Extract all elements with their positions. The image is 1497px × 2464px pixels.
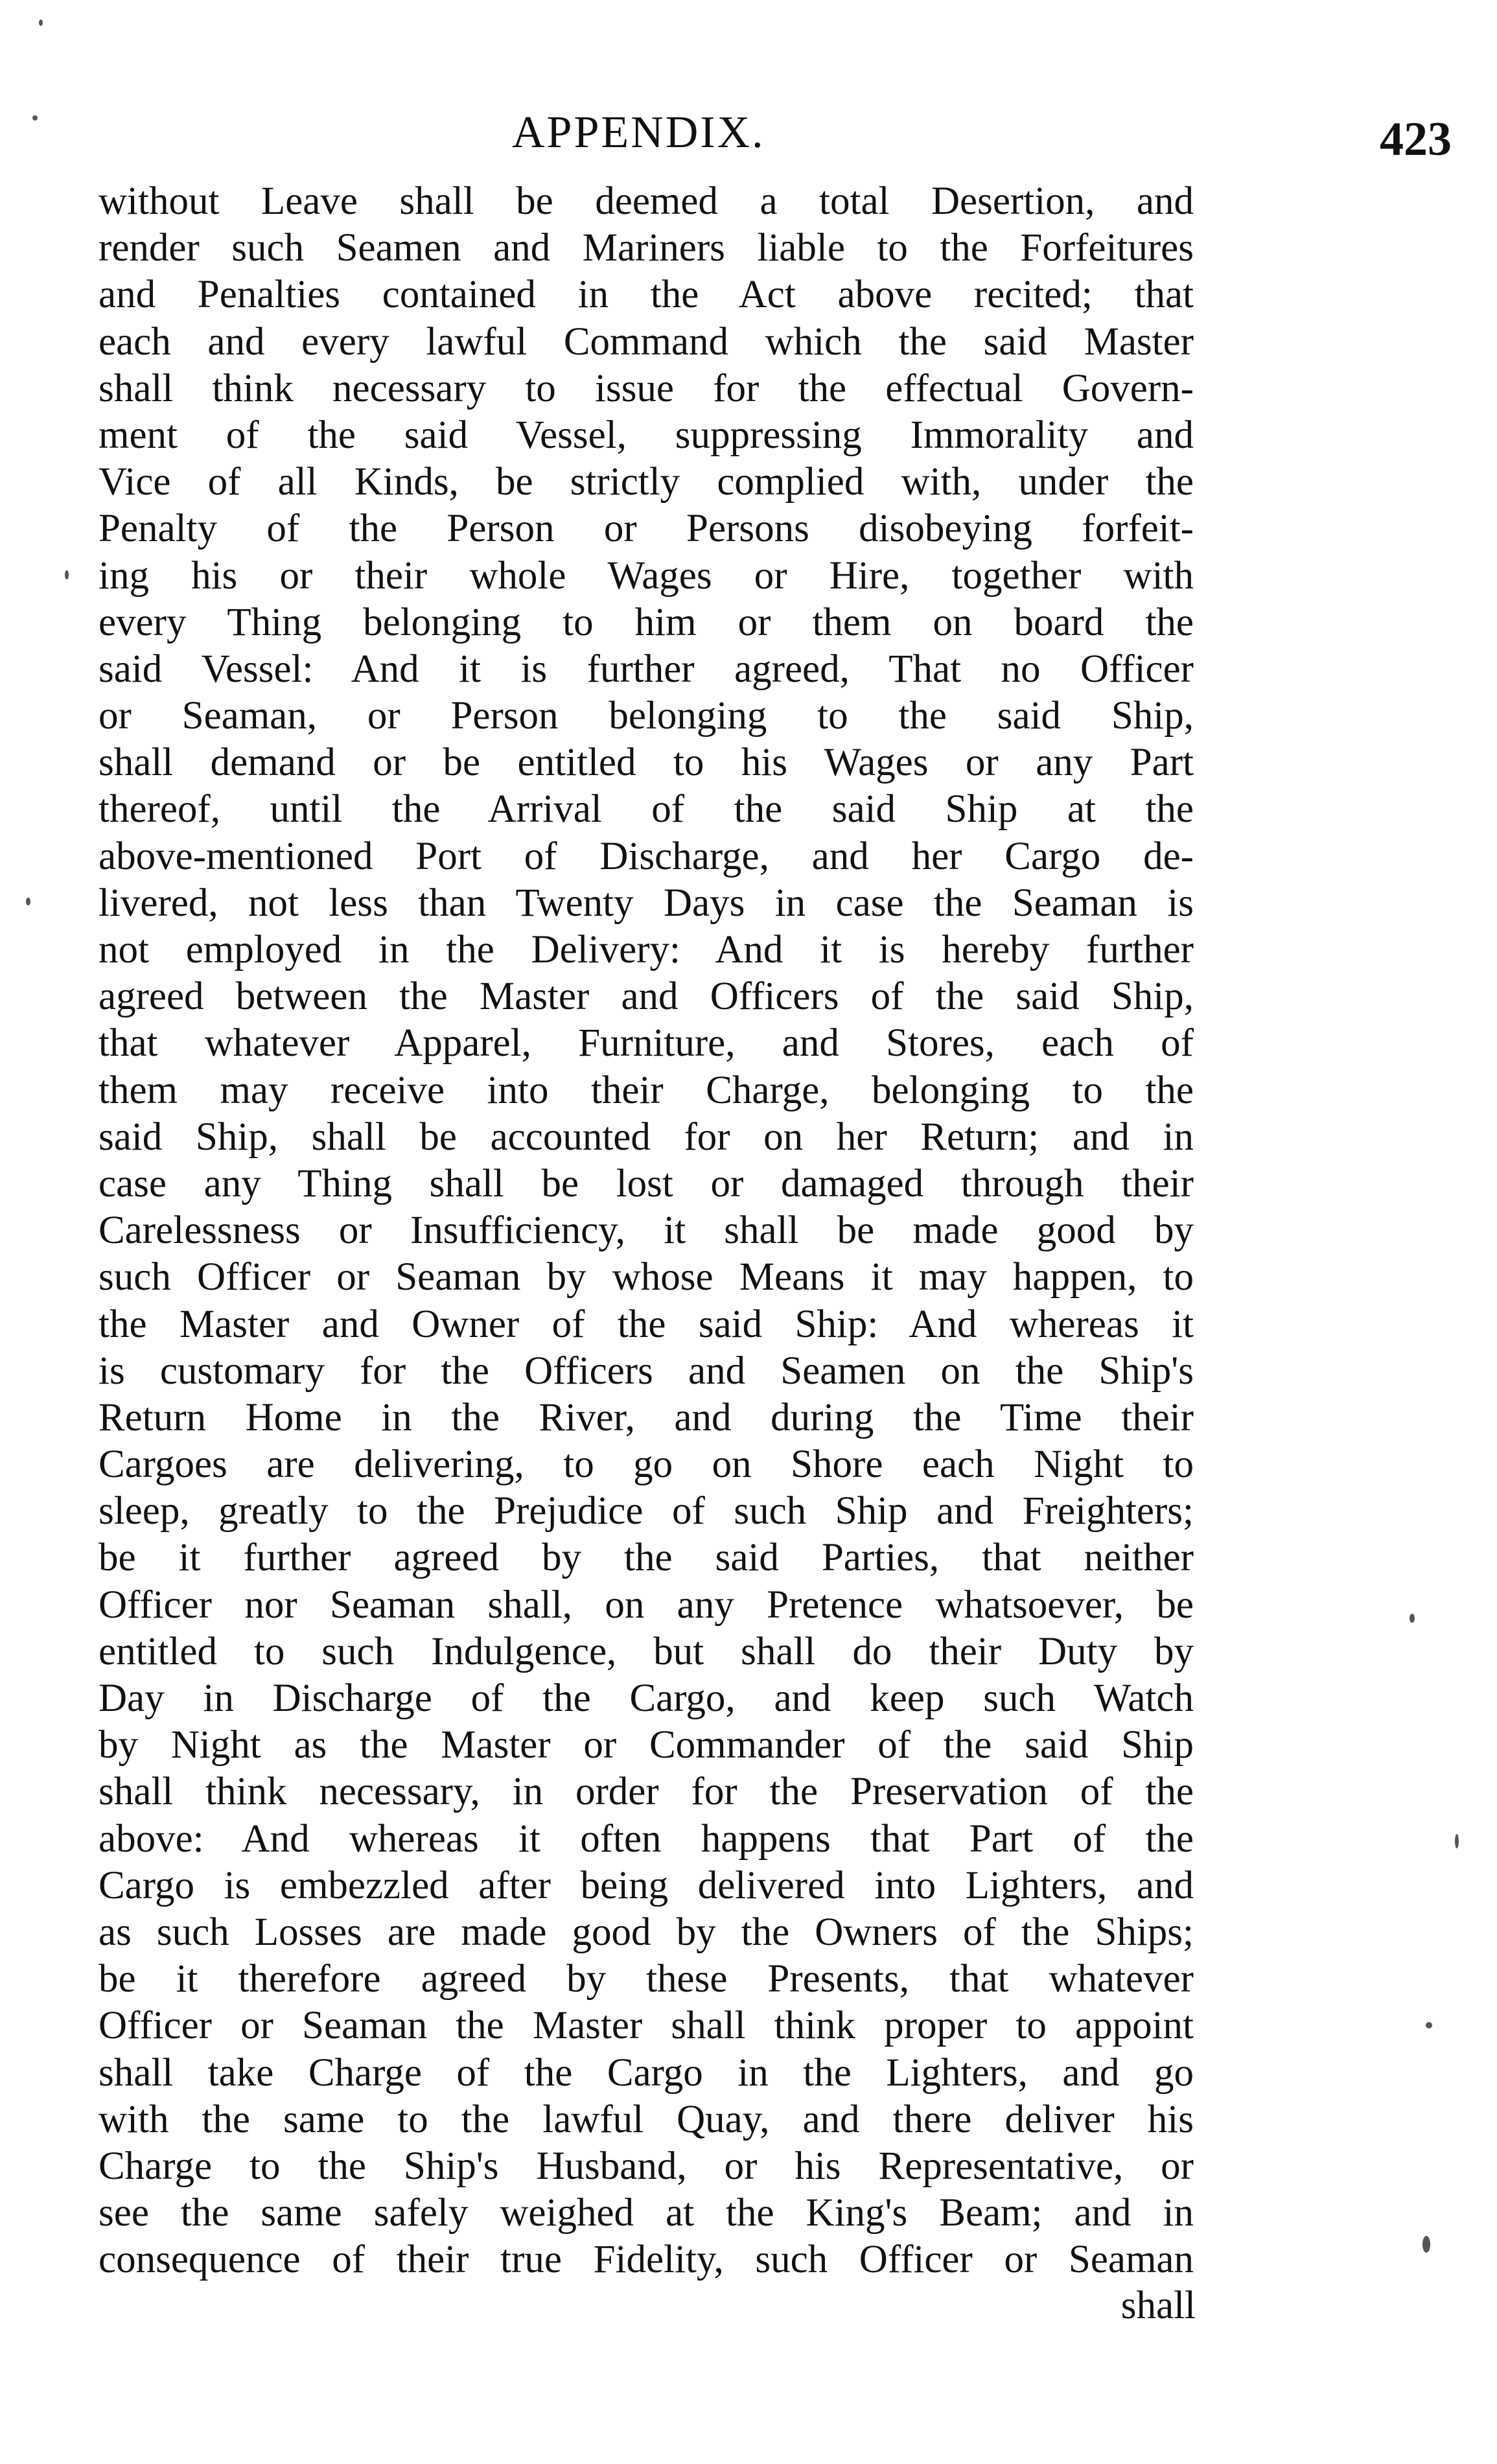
text-line: and Penalties contained in the Act above recited; that [99, 273, 1194, 317]
text-line: render such Seamen and Mariners liable to the Forfeitures [99, 226, 1194, 270]
text-line: Cargoes are delivering, to go on Shore each Night to [99, 1443, 1194, 1487]
text-line: without Leave shall be deemed a total Desertion, and [99, 180, 1194, 223]
scan-speck [39, 19, 43, 26]
text-line: as such Losses are made good by the Owners of the Ships; [99, 1910, 1194, 1954]
text-line: entitled to such Indulgence, but shall do their Duty by [99, 1629, 1194, 1673]
text-line: Cargo is embezzled after being delivered into Lighters, and [99, 1863, 1194, 1907]
text-line: Vice of all Kinds, be strictly complied with, under the [99, 460, 1194, 504]
text-line: not employed in the Delivery: And it is hereby further [99, 928, 1194, 971]
text-line: case any Thing shall be lost or damaged through their [99, 1161, 1194, 1205]
text-line: Penalty of the Person or Persons disobeying forfeit- [99, 507, 1194, 551]
scan-speck [32, 115, 38, 121]
text-line: said Ship, shall be accounted for on her Return; and in [99, 1115, 1194, 1159]
text-line: Carelessness or Insufficiency, it shall be made good by [99, 1209, 1194, 1253]
text-line: that whatever Apparel, Furniture, and Stores, each of [99, 1021, 1194, 1065]
text-line: shall think necessary, in order for the Preservation of the [99, 1770, 1194, 1814]
running-title: APPENDIX. [512, 108, 765, 157]
text-line: Officer nor Seaman shall, on any Pretence whatsoever, be [99, 1583, 1194, 1627]
text-line: each and every lawful Command which the said Master [99, 320, 1194, 364]
text-line: such Officer or Seaman by whose Means it may happen, to [99, 1255, 1194, 1299]
text-line: them may receive into their Charge, belonging to the [99, 1068, 1194, 1112]
text-line: above: And whereas it often happens that Part of the [99, 1817, 1194, 1861]
text-line: with the same to the lawful Quay, and there deliver his [99, 2097, 1194, 2141]
scan-speck [1455, 1834, 1459, 1848]
text-line: shall think necessary to issue for the effectual Govern- [99, 366, 1194, 410]
text-line: livered, not less than Twenty Days in case the Seaman is [99, 881, 1194, 925]
text-line: is customary for the Officers and Seamen on the Ship's [99, 1349, 1194, 1393]
scan-speck [1422, 2236, 1430, 2253]
scan-speck [1410, 1614, 1415, 1623]
text-line: ment of the said Vessel, suppressing Immorality and [99, 413, 1194, 457]
text-line: said Vessel: And it is further agreed, That no Officer [99, 647, 1194, 691]
text-line: agreed between the Master and Officers of the said Ship, [99, 975, 1194, 1019]
text-line: or Seaman, or Person belonging to the said Ship, [99, 694, 1194, 738]
text-line: thereof, until the Arrival of the said Ship at the [99, 787, 1194, 831]
text-line: sleep, greatly to the Prejudice of such Ship and Freighters; [99, 1489, 1194, 1533]
text-line: Return Home in the River, and during the Time their [99, 1395, 1194, 1439]
text-line: shall demand or be entitled to his Wages or any Part [99, 741, 1194, 785]
text-line: see the same safely weighed at the King's Beam; and in [99, 2191, 1194, 2235]
text-line: by Night as the Master or Commander of the said Ship [99, 1723, 1194, 1767]
scan-speck [1426, 2022, 1432, 2028]
text-line: Officer or Seaman the Master shall think proper to appoint [99, 2004, 1194, 2048]
body-text [99, 178, 1194, 2283]
text-line: ing his or their whole Wages or Hire, together with [99, 553, 1194, 598]
text-line: Charge to the Ship's Husband, or his Representative, or [99, 2144, 1194, 2188]
text-line: every Thing belonging to him or them on board the [99, 600, 1194, 644]
running-head [0, 97, 1497, 169]
text-line: the Master and Owner of the said Ship: And whereas it [99, 1302, 1194, 1346]
scan-speck [65, 570, 69, 579]
text-line: shall take Charge of the Cargo in the Lighters, and go [99, 2051, 1194, 2095]
scan-speck [26, 898, 30, 905]
page-number: 423 [1380, 113, 1452, 166]
text-line: above-mentioned Port of Discharge, and her Cargo de- [99, 834, 1194, 878]
text-line: consequence of their true Fidelity, such Officer or Seaman [99, 2238, 1194, 2282]
catchword: shall [1120, 2284, 1196, 2327]
text-line: Day in Discharge of the Cargo, and keep such Watch [99, 1677, 1194, 1720]
text-line: be it further agreed by the said Parties, that neither [99, 1536, 1194, 1580]
text-line: be it therefore agreed by these Presents, that whatever [99, 1957, 1194, 2001]
